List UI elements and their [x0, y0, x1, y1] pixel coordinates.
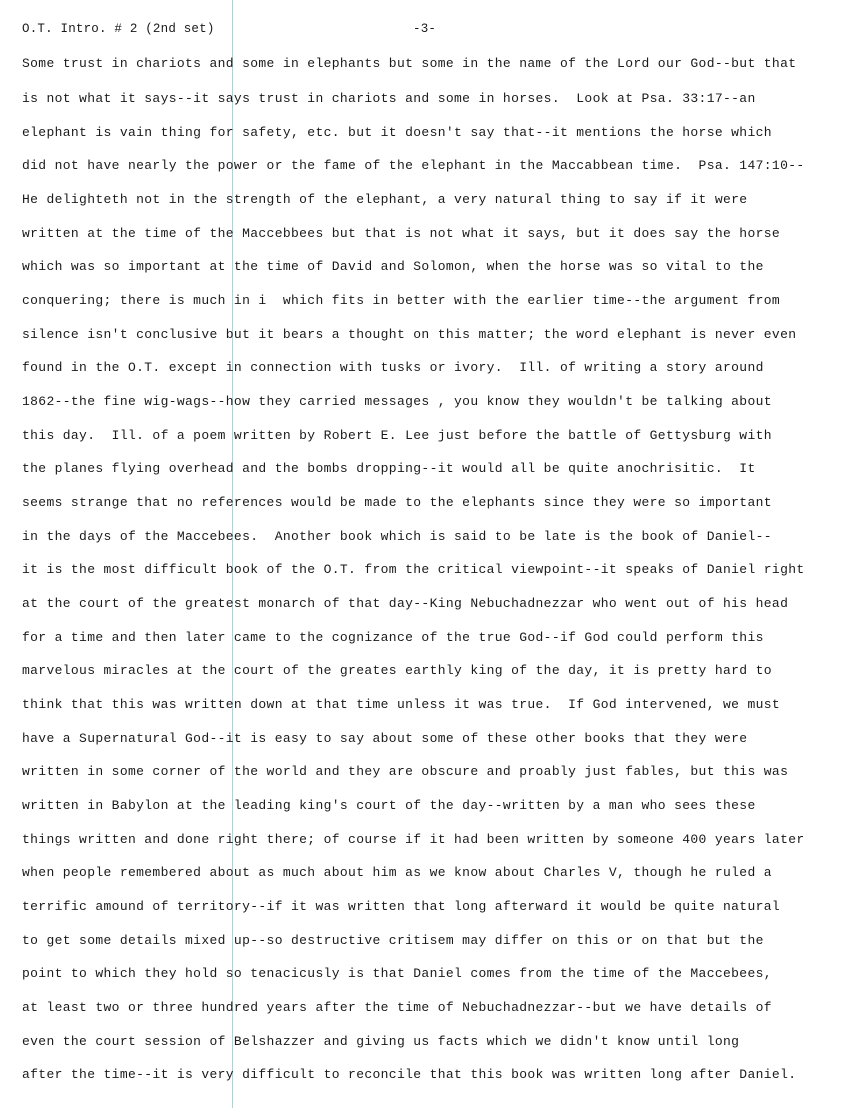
text-line: things written and done right there; of course if it had been written by someone 400 years later [22, 832, 805, 847]
text-line: seems strange that no references would be made to the elephants since they were so important [22, 495, 772, 510]
header-title: O.T. Intro. # 2 (2nd set) [22, 22, 215, 36]
text-line: written in Babylon at the leading king's court of the day--written by a man who sees these [22, 798, 756, 813]
text-line: for a time and then later came to the cognizance of the true God--if God could perform this [22, 630, 764, 645]
text-line: did not have nearly the power or the fame of the elephant in the Maccabbean time. Psa. 147:10-- [22, 158, 805, 173]
text-line: think that this was written down at that time unless it was true. If God intervened, we must [22, 697, 781, 712]
text-line: have a Supernatural God--it is easy to say about some of these other books that they were [22, 731, 748, 746]
text-line: point to which they hold so tenacicusly is that Daniel comes from the time of the Maccebees, [22, 966, 772, 981]
text-line: in the days of the Maccebees. Another book which is said to be late is the book of Daniel-- [22, 529, 772, 544]
text-line: found in the O.T. except in connection with tusks or ivory. Ill. of writing a story around [22, 360, 764, 375]
text-line: it is the most difficult book of the O.T. from the critical viewpoint--it speaks of Daniel right [22, 562, 805, 577]
text-line: marvelous miracles at the court of the greates earthly king of the day, it is pretty hard to [22, 663, 772, 678]
text-line: Some trust in chariots and some in elephants but some in the name of the Lord our God--but that [22, 56, 797, 71]
text-line: written in some corner of the world and they are obscure and proably just fables, but this was [22, 764, 789, 779]
text-line: is not what it says--it says trust in chariots and some in horses. Look at Psa. 33:17--an [22, 91, 756, 106]
text-line: which was so important at the time of David and Solomon, when the horse was so vital to the [22, 259, 764, 274]
text-line: silence isn't conclusive but it bears a thought on this matter; the word elephant is never even [22, 327, 797, 342]
text-line: He delighteth not in the strength of the elephant, a very natural thing to say if it were [22, 192, 748, 207]
text-line: even the court session of Belshazzer and giving us facts which we didn't know until long [22, 1034, 740, 1049]
text-line: after the time--it is very difficult to reconcile that this book was written long after Daniel. [22, 1067, 797, 1082]
text-line: this day. Ill. of a poem written by Robert E. Lee just before the battle of Gettysburg with [22, 428, 772, 443]
text-line: at least two or three hundred years after the time of Nebuchadnezzar--but we have details of [22, 1000, 772, 1015]
text-line: at the court of the greatest monarch of that day--King Nebuchadnezzar who went out of his head [22, 596, 789, 611]
text-line: terrific amound of territory--if it was written that long afterward it would be quite natural [22, 899, 781, 914]
page-number: -3- [413, 22, 437, 36]
text-line: to get some details mixed up--so destructive critisem may differ on this or on that but the [22, 933, 764, 948]
text-line: when people remembered about as much about him as we know about Charles V, though he ruled a [22, 865, 772, 880]
text-line: 1862--the fine wig-wags--how they carried messages , you know they wouldn't be talking about [22, 394, 772, 409]
text-line: elephant is vain thing for safety, etc. but it doesn't say that--it mentions the horse which [22, 125, 772, 140]
text-line: the planes flying overhead and the bombs dropping--it would all be quite anochrisitic. It [22, 461, 756, 476]
text-line: written at the time of the Maccebbees but that is not what it says, but it does say the horse [22, 226, 781, 241]
text-line: conquering; there is much in i which fits in better with the earlier time--the argument from [22, 293, 781, 308]
